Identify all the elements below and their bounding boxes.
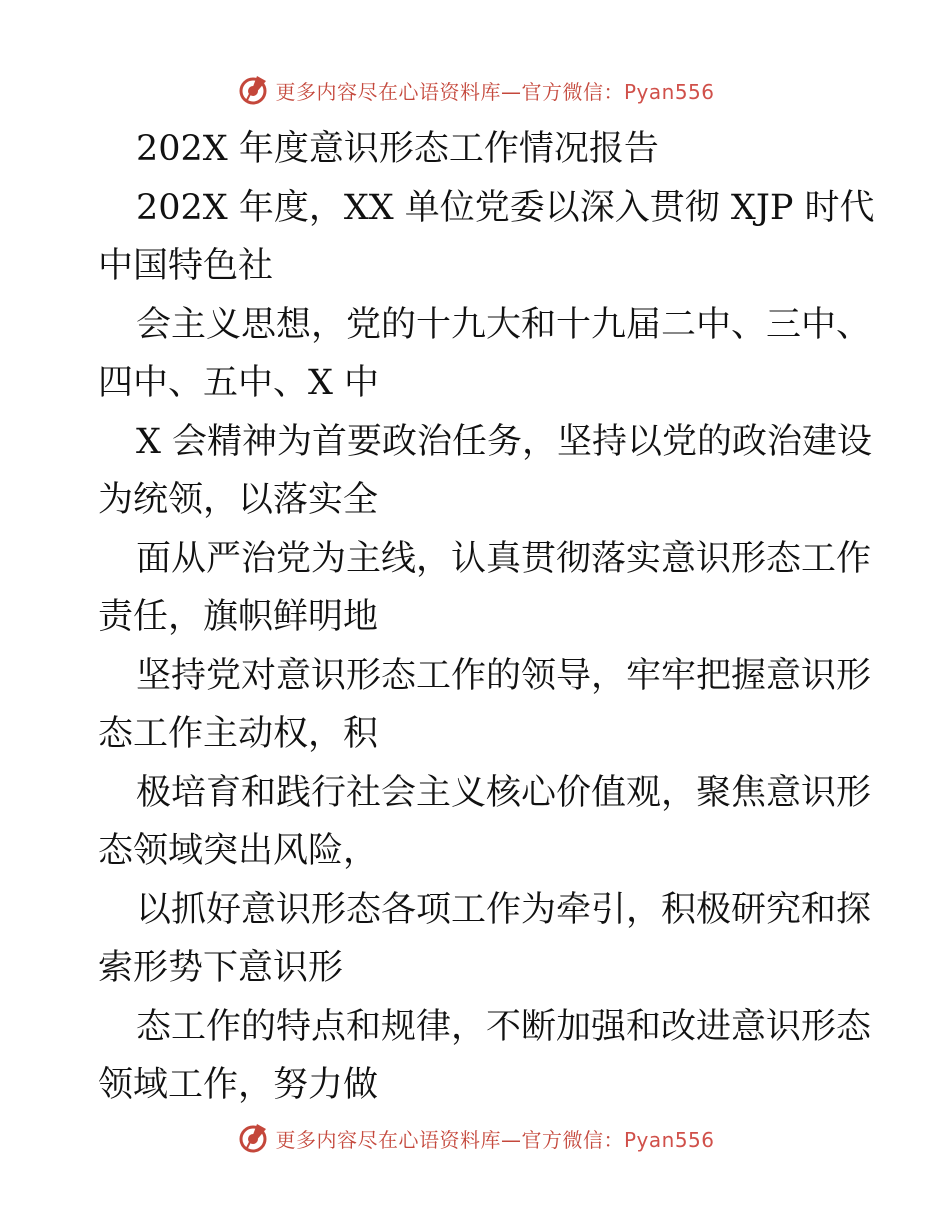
quill-logo-icon xyxy=(235,72,271,108)
document-line: 202X 年度，XX 单位党委以深入贯彻 XJP 时代 xyxy=(136,187,875,228)
document-paragraphs xyxy=(98,179,875,1115)
footer-banner xyxy=(0,1118,950,1158)
document-line: 以抓好意识形态各项工作为牵引，积极研究和探 xyxy=(136,889,872,930)
footer-wechat-label: 官方微信： xyxy=(521,1127,624,1152)
document-line: X 会精神为首要政治任务，坚持以党的政治建设 xyxy=(136,421,873,462)
document-line: 态工作主动权，积 xyxy=(98,714,379,754)
header-banner-text xyxy=(275,76,714,105)
header-banner xyxy=(0,70,950,110)
quill-logo-icon xyxy=(235,1120,271,1156)
document-line: 态工作的特点和规律，不断加强和改进意识形态 xyxy=(136,1006,872,1047)
document-line: 领域工作，努力做 xyxy=(98,1065,379,1105)
footer-banner-text xyxy=(275,1124,714,1153)
document-line: 为统领，以落实全 xyxy=(98,480,379,520)
document-line: 极培育和践行社会主义核心价值观，聚焦意识形 xyxy=(136,772,872,813)
document-body xyxy=(98,120,875,1115)
header-wechat-label: 官方微信： xyxy=(521,79,624,104)
header-promo-text: 更多内容尽在心语资料库 xyxy=(275,79,501,104)
footer-promo-text: 更多内容尽在心语资料库 xyxy=(275,1127,501,1152)
document-title: 202X 年度意识形态工作情况报告 xyxy=(136,129,659,169)
document-line: 责任，旗帜鲜明地 xyxy=(98,597,379,637)
document-line: 会主义思想，党的十九大和十九届二中、三中、 xyxy=(136,304,872,345)
footer-wechat-id: Pyan556 xyxy=(623,1127,715,1152)
header-wechat-id: Pyan556 xyxy=(623,79,715,104)
document-line: 态领域突出风险， xyxy=(98,831,379,871)
document-line: 坚持党对意识形态工作的领导，牢牢把握意识形 xyxy=(136,655,872,696)
document-line: 中国特色社 xyxy=(98,246,274,286)
document-line: 四中、五中、X 中 xyxy=(98,363,380,403)
footer-separator: — xyxy=(500,1127,522,1152)
document-line: 索形势下意识形 xyxy=(98,948,344,988)
document-line: 面从严治党为主线，认真贯彻落实意识形态工作 xyxy=(136,538,872,579)
header-separator: — xyxy=(500,79,522,104)
